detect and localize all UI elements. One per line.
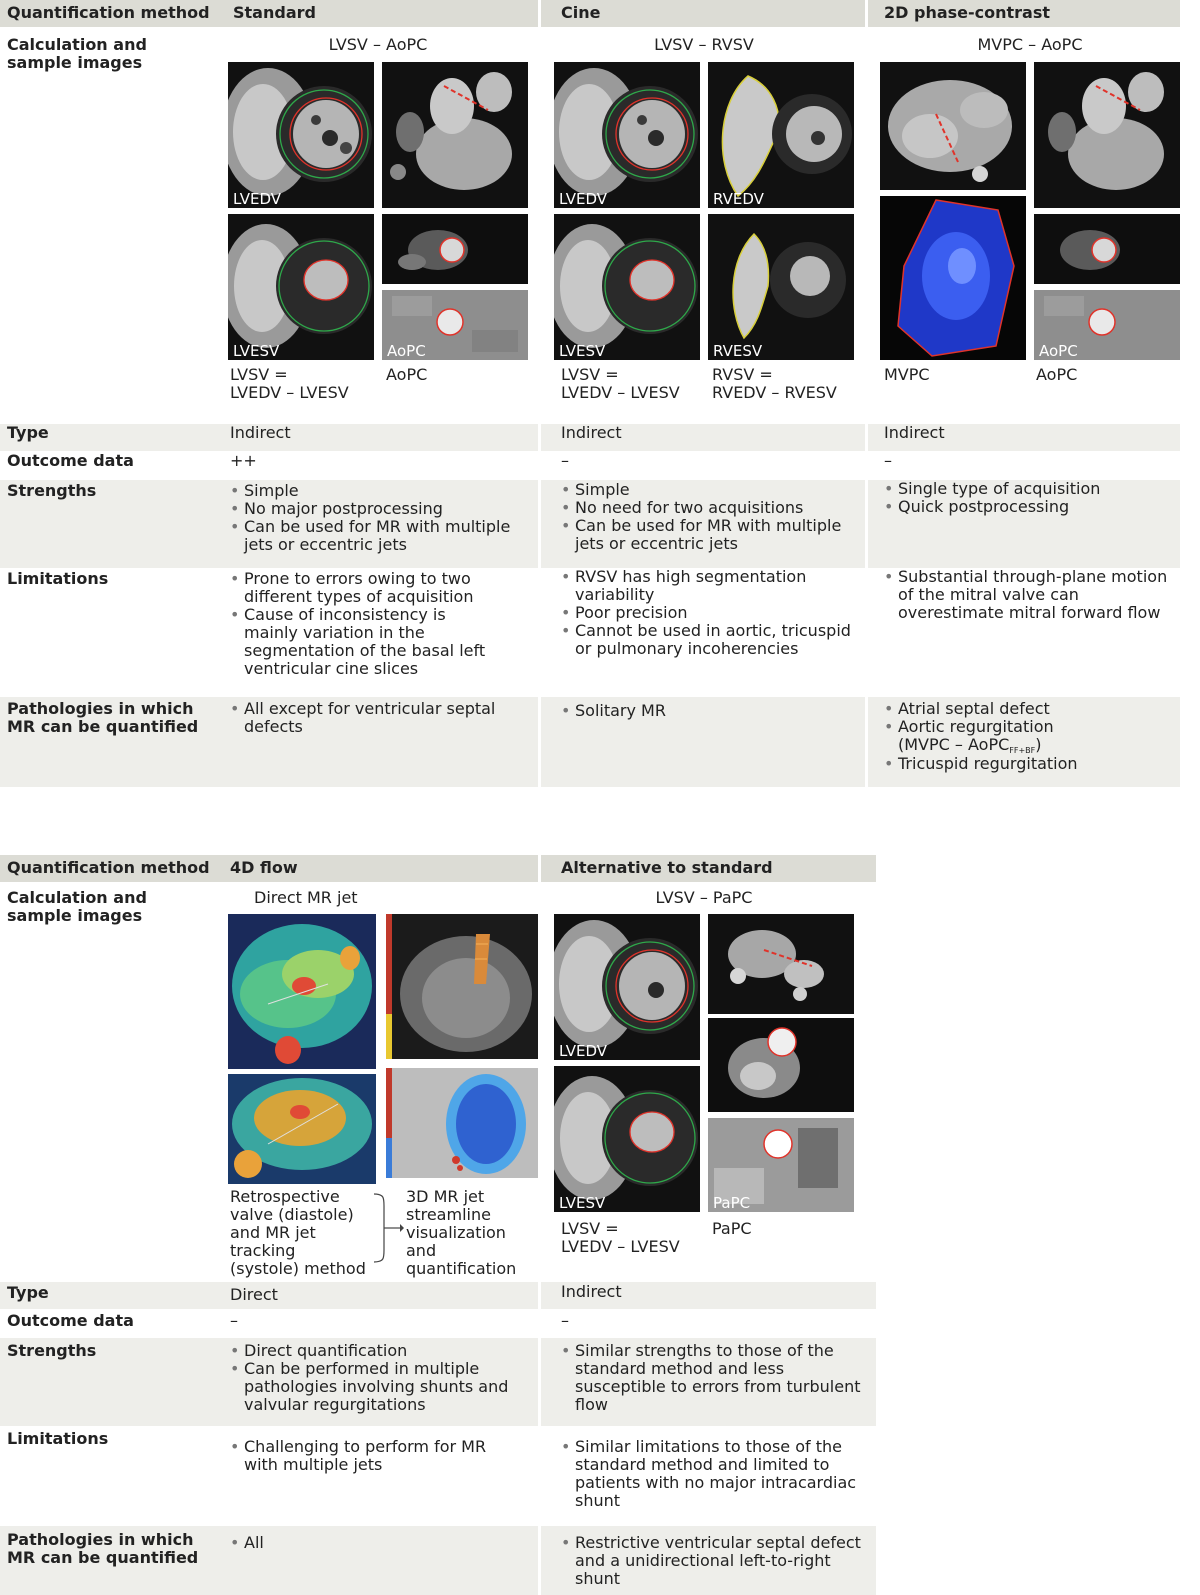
cine-lvesv-image [554, 214, 700, 360]
list-item: • RVSV has high segmentation variability [561, 568, 851, 604]
cine-rvesv-image [708, 214, 854, 360]
list-item: • Direct quantification [230, 1342, 520, 1360]
cine-strengths-list [561, 481, 856, 553]
alternative-lvedv-image [554, 914, 700, 1060]
alternative-type: Indirect [561, 1282, 622, 1301]
flow4d-type: Direct [230, 1285, 278, 1304]
cine-formula: LVSV – RVSV [654, 35, 754, 54]
list-item: • Can be used for MR with multiple jets or eccentric jets [561, 517, 856, 553]
cine-calc-left: LVSV = LVEDV – LVESV [561, 365, 680, 403]
standard-limitations-list [230, 570, 500, 678]
list-item: • Atrial septal defect [884, 700, 1179, 718]
phase-mitral-flow-image [880, 196, 1026, 360]
list-item: • Single type of acquisition [884, 480, 1179, 498]
list-item: • Simple [230, 482, 525, 500]
list-item: • Substantial through-plane motion of the mitral valve can overestimate mitral forward flow [884, 568, 1179, 622]
flow4d-jet-quantification-image [386, 1068, 538, 1178]
column-header-4d-flow: 4D flow [230, 858, 298, 877]
row-label-pathologies: Pathologies in which MR can be quantified [7, 699, 199, 737]
phase-pathologies-list [884, 700, 1179, 773]
row-label-calculation: Calculation and sample images [7, 888, 147, 926]
list-item: • Can be performed in multiple pathologies involving shunts and valvular regurgitations [230, 1360, 520, 1414]
alternative-lvesv-image [554, 1066, 700, 1212]
column-header-2d-phase-contrast: 2D phase-contrast [884, 3, 1051, 22]
standard-outcome: ++ [230, 451, 257, 470]
cine-pathologies-list [561, 702, 851, 720]
standard-type: Indirect [230, 423, 291, 442]
standard-formula: LVSV – AoPC [328, 35, 428, 54]
column-header-cine: Cine [561, 3, 601, 22]
alternative-strengths-list [561, 1342, 861, 1414]
alternative-outcome: – [561, 1311, 569, 1330]
alternative-formula: LVSV – PaPC [655, 888, 753, 907]
phase-limitations-list [884, 568, 1179, 622]
alternative-rvot-image [708, 914, 854, 1014]
list-item: • Can be used for MR with multiple jets or eccentric jets [230, 518, 525, 554]
alternative-pathologies-list [561, 1534, 861, 1588]
bottom-type-band [0, 1282, 876, 1309]
cine-calc-right: RVSV = RVEDV – RVESV [712, 365, 837, 403]
standard-calc-left: LVSV = LVEDV – LVESV [230, 365, 349, 403]
phase-four-chamber-image [880, 62, 1026, 190]
bracket-arrow-icon [372, 1192, 404, 1264]
row-label-pathologies: Pathologies in which MR can be quantified [7, 1530, 199, 1568]
list-item: • Quick postprocessing [884, 498, 1179, 516]
flow4d-limitations-list [230, 1438, 500, 1474]
flow4d-systole-image [228, 1074, 376, 1184]
list-item: • Challenging to perform for MR with multiple jets [230, 1438, 500, 1474]
list-item: • No need for two acquisitions [561, 499, 856, 517]
image-label-lvesv: LVESV [233, 342, 280, 360]
cine-limitations-list [561, 568, 851, 658]
row-label-strengths: Strengths [7, 481, 97, 500]
standard-lvot-image [382, 62, 528, 208]
alternative-pa-magnitude-image [708, 1018, 854, 1112]
top-outcome-band [0, 452, 1180, 479]
phase-outcome: – [884, 451, 892, 470]
flow4d-diastole-image [228, 914, 376, 1069]
list-item: • Restrictive ventricular septal defect and a unidirectional left-to-right shunt [561, 1534, 861, 1588]
row-label-quantification-method: Quantification method [7, 3, 210, 22]
cine-rvedv-image [708, 62, 854, 208]
list-item: • Cause of inconsistency is mainly variation in the segmentation of the basal left ventricular cine slices [230, 606, 500, 678]
image-label-aopc: AoPC [387, 342, 426, 360]
list-item: • Poor precision [561, 604, 851, 622]
phase-strengths-list [884, 480, 1179, 516]
flow4d-outcome: – [230, 1311, 238, 1330]
column-header-alternative: Alternative to standard [561, 858, 773, 877]
list-item: • Simple [561, 481, 856, 499]
list-item: • All [230, 1534, 500, 1552]
row-label-strengths: Strengths [7, 1341, 97, 1360]
cine-type: Indirect [561, 423, 622, 442]
row-label-quantification-method: Quantification method [7, 858, 210, 877]
cine-outcome: – [561, 451, 569, 470]
image-label-lvedv: LVEDV [559, 190, 607, 208]
phase-calc-right: AoPC [1036, 365, 1078, 384]
list-item: • All except for ventricular septal defects [230, 700, 500, 736]
phase-calc-left: MVPC [884, 365, 930, 384]
flow4d-streamline-image [386, 914, 538, 1059]
phase-lvot-image [1034, 62, 1180, 208]
image-label-rvesv: RVESV [713, 342, 763, 360]
row-label-limitations: Limitations [7, 1429, 109, 1448]
image-label-aopc: AoPC [1039, 342, 1078, 360]
standard-pathologies-list [230, 700, 500, 736]
flow4d-calc-right: 3D MR jet streamline visualization and quantification [406, 1187, 517, 1279]
list-item: • Cannot be used in aortic, tricuspid or pulmonary incoherencies [561, 622, 851, 658]
standard-calc-right: AoPC [386, 365, 428, 384]
row-label-type: Type [7, 1283, 49, 1302]
phase-aorta-phase-image [1034, 290, 1180, 360]
list-item: • Aortic regurgitation (MVPC – AoPC$_{FF+BF}$) [884, 718, 1179, 755]
list-item: • Tricuspid regurgitation [884, 755, 1179, 773]
phase-formula: MVPC – AoPC [977, 35, 1083, 54]
alternative-limitations-list [561, 1438, 861, 1510]
row-label-outcome: Outcome data [7, 1311, 134, 1330]
image-label-lvesv: LVESV [559, 342, 606, 360]
list-item: • Solitary MR [561, 702, 851, 720]
image-label-lvedv: LVEDV [233, 190, 281, 208]
list-item: • Similar limitations to those of the standard method and limited to patients with no major intracardiac shunt [561, 1438, 861, 1510]
alternative-calc-left: LVSV = LVEDV – LVESV [561, 1219, 680, 1257]
list-item: • Prone to errors owing to two different types of acquisition [230, 570, 500, 606]
flow4d-formula: Direct MR jet [254, 888, 358, 907]
row-label-calculation: Calculation and sample images [7, 35, 147, 73]
standard-aorta-magnitude-image [382, 214, 528, 284]
standard-lvedv-image [228, 62, 374, 208]
phase-aorta-magnitude-image [1034, 214, 1180, 284]
alternative-calc-right: PaPC [712, 1219, 752, 1238]
image-label-lvedv: LVEDV [559, 1042, 607, 1060]
alternative-pa-phase-image [708, 1118, 854, 1212]
image-label-rvedv: RVEDV [713, 190, 764, 208]
image-label-lvesv: LVESV [559, 1194, 606, 1212]
row-label-limitations: Limitations [7, 569, 109, 588]
image-label-papc: PaPC [713, 1194, 751, 1212]
row-label-type: Type [7, 423, 49, 442]
list-item: • Similar strengths to those of the standard method and less susceptible to errors from turbulent flow [561, 1342, 861, 1414]
cine-lvedv-image [554, 62, 700, 208]
flow4d-strengths-list [230, 1342, 520, 1414]
phase-type: Indirect [884, 423, 945, 442]
list-item: • No major postprocessing [230, 500, 525, 518]
standard-lvesv-image [228, 214, 374, 360]
row-label-outcome: Outcome data [7, 451, 134, 470]
flow4d-pathologies-list [230, 1534, 500, 1552]
flow4d-calc-left: Retrospective valve (diastole) and MR jet tracking (systole) method [230, 1187, 366, 1279]
standard-strengths-list [230, 482, 525, 554]
standard-aorta-phase-image [382, 290, 528, 360]
column-header-standard: Standard [233, 3, 316, 22]
